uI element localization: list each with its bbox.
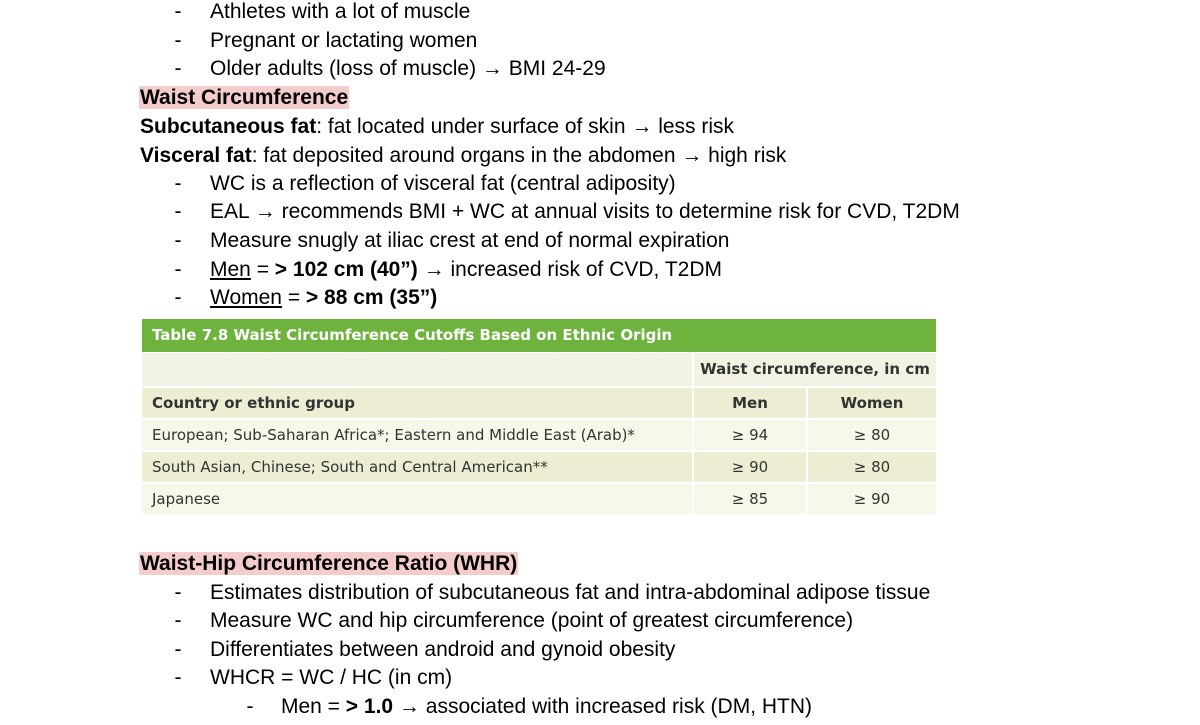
bullet-dash: -: [246, 695, 254, 718]
table-row: [142, 452, 936, 484]
bullet-dash: -: [174, 0, 182, 23]
bullet-dash: -: [174, 286, 182, 309]
cell-group: European; Sub-Saharan Africa*; Eastern and Middle East (Arab)*: [142, 420, 694, 450]
cell-group: South Asian, Chinese; South and Central American**: [142, 452, 694, 482]
bullet-text: [281, 693, 812, 721]
bullet-text: Estimates distribution of subcutaneous fat and intra-abdominal adipose tissue: [210, 581, 931, 604]
bullet-dash: -: [174, 57, 182, 80]
bullet-text: Older adults (loss of muscle) → BMI 24-29: [210, 57, 606, 80]
table-title: Table 7.8 Waist Circumference Cutoffs Based on Ethnic Origin: [142, 319, 936, 353]
term: Visceral fat: [140, 144, 252, 167]
bullet-dash: -: [174, 172, 182, 195]
bullet-text: [210, 256, 722, 284]
bullet-dash: -: [174, 29, 182, 52]
bullet-text: Pregnant or lactating women: [210, 29, 478, 52]
definition: : fat deposited around organs in the abdomen → high risk: [251, 144, 787, 167]
bullet-text: Athletes with a lot of muscle: [210, 0, 471, 23]
bullet-dash: -: [174, 581, 182, 604]
header-women: Women: [840, 394, 904, 412]
bullet-text: [210, 284, 437, 312]
bullet-text: Differentiates between android and gynoid obesity: [210, 638, 676, 661]
header-country: Country or ethnic group: [142, 388, 694, 418]
bullet-dash: -: [174, 229, 182, 252]
bullet-dash: -: [174, 258, 182, 281]
term: Subcutaneous fat: [140, 115, 317, 138]
definition: : fat located under surface of skin → less risk: [316, 115, 735, 138]
heading-text: Waist Circumference: [140, 86, 349, 109]
table-header-row: [142, 388, 936, 420]
cell-men: ≥ 85: [694, 484, 808, 514]
cell-group: Japanese: [142, 484, 694, 514]
bullet-text: Measure WC and hip circumference (point of greatest circumference): [210, 609, 854, 632]
heading-text: Waist-Hip Circumference Ratio (WHR): [140, 552, 518, 575]
cell-women: ≥ 90: [853, 490, 891, 508]
cell-men: ≥ 94: [694, 420, 808, 450]
subcutaneous-fat-definition: [140, 113, 734, 141]
cell-women: ≥ 80: [853, 458, 891, 476]
bullet-text: WC is a reflection of visceral fat (central adiposity): [210, 172, 676, 195]
section-heading-whr: [139, 550, 518, 578]
table-row: [142, 420, 936, 452]
bullet-text: WHCR = WC / HC (in cm): [210, 666, 453, 689]
bullet-dash: -: [174, 200, 182, 223]
men-value: > 1.0: [345, 695, 394, 718]
men-rest: → increased risk of CVD, T2DM: [417, 258, 723, 281]
header-men: Men: [694, 388, 808, 418]
table-row: [142, 484, 936, 516]
empty-cell: [142, 353, 694, 386]
group-header: Waist circumference, in cm: [700, 360, 930, 378]
men-rest: → associated with increased risk (DM, HTN): [393, 695, 813, 718]
bullet-dash: -: [174, 638, 182, 661]
bullet-text: EAL → recommends BMI + WC at annual visits to determine risk for CVD, T2DM: [210, 200, 960, 223]
section-heading-waist-circumference: [139, 84, 349, 112]
men-prefix: Men =: [281, 695, 346, 718]
cell-women: ≥ 80: [853, 426, 891, 444]
bullet-text: Measure snugly at iliac crest at end of normal expiration: [210, 229, 730, 252]
waist-cutoff-table: [142, 319, 936, 516]
women-value: > 88 cm (35”): [305, 286, 438, 309]
women-label: Women: [210, 286, 282, 309]
visceral-fat-definition: [140, 142, 786, 170]
bullet-dash: -: [174, 609, 182, 632]
equals: =: [281, 286, 306, 309]
equals: =: [250, 258, 275, 281]
men-label: Men: [210, 258, 251, 281]
bullet-dash: -: [174, 666, 182, 689]
table-group-header-row: [142, 353, 936, 388]
men-value: > 102 cm (40”): [274, 258, 418, 281]
cell-men: ≥ 90: [694, 452, 808, 482]
